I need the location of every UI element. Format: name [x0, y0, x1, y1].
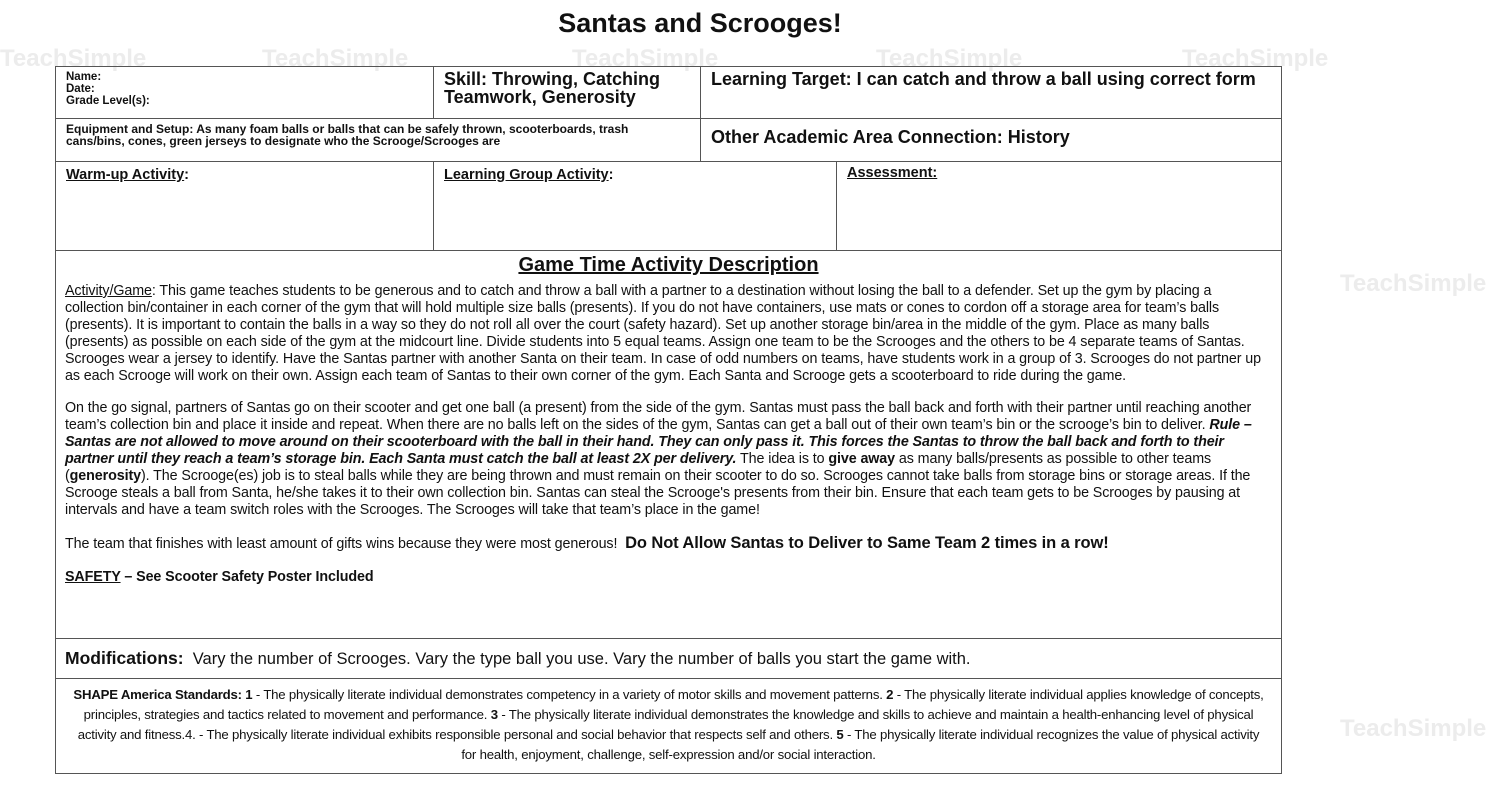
game-heading: Game Time Activity Description [518, 254, 819, 276]
standard-number: 5 [836, 727, 844, 742]
standard-number: 3 [490, 707, 498, 722]
play-text: On the go signal, partners of Santas go on their scooter and get one ball (a present) from the side of the gym. Santas must pass the ball back and forth with their partner until reaching another team’s collection bin and place it inside and repeat. When there are no balls left on the sides of the gym, Santas can get a ball out of their own team’s bin or the scrooge’s bin to deliver. [65, 400, 1252, 434]
play-paragraph [65, 400, 1272, 518]
assessment-label: Assessment: [847, 165, 938, 181]
colon: : [184, 167, 190, 183]
academic-connection-text: Other Academic Area Connection: History [711, 127, 1070, 147]
colon: : [608, 167, 614, 183]
play-text: as many balls/presents as possible to other teams ( [65, 451, 1212, 485]
watermark: TeachSimple [1340, 270, 1486, 297]
safety-line [65, 569, 1272, 586]
play-text: The idea is to [736, 451, 829, 468]
activity-text: : This game teaches students to be generous and to catch and throw a ball with a partner to a destination without losing the ball to a defender. Set up the gym by placing a collection bin/container in each corner of the gym that will hold multiple size balls (presents). If you do not have containers, use mats or cones to cordon off a storage area for team’s balls (presents). It is important to contain the balls in a way so they do not roll all over the court (safety hazard). Set up another storage bin/area in the middle of the gym. Place as many balls (presents) as possible on each side of the gym at the midcourt line. Divide students into 5 equal teams. Assign one team to be the Scrooges and the others to be 4 separate teams of Santas. Scrooges wear a jersey to identify. Have the Santas partner with another Santa on their team. In case of odd numbers on teams, have students work in a group of 3. Scrooges do not partner up as each Scrooge will work on their own. Assign each team of Santas to their own corner of the gym. Each Santa and Scrooge gets a scooterboard to ride during the game. [65, 283, 1261, 384]
rule-text: Rule – Santas are not allowed to move around on their scooterboard with the ball in their hand. They can only pass it. This forces the Santas to throw the ball back and forth to their partner until they reach a team’s storage bin. Each Santa must catch the ball at least 2X per delivery. [65, 417, 1252, 468]
winner-paragraph [65, 535, 1272, 553]
warmup-cell [55, 161, 434, 251]
learning-target-text: Learning Target: I can catch and throw a ball using correct form [711, 69, 1256, 89]
standard-text: - The physically literate individual recognizes the value of physical activity for health, enjoyment, challenge, self-expression and/or social interaction. [461, 727, 1260, 762]
date-label: Date: [66, 83, 95, 95]
assessment-cell [836, 161, 1282, 251]
activity-label: Activity/Game [65, 283, 152, 299]
equipment-cell [55, 118, 701, 162]
skill-cell [433, 66, 701, 119]
standards-label: SHAPE America Standards: [73, 687, 246, 702]
watermark: TeachSimple [1340, 715, 1486, 742]
page-title: Santas and Scrooges! [558, 8, 842, 38]
winner-text: The team that finishes with least amount of gifts wins because they were most generous! [65, 535, 618, 552]
delivery-rule-text: Do Not Allow Santas to Deliver to Same Team 2 times in a row! [625, 533, 1109, 552]
safety-label: SAFETY [65, 568, 121, 585]
watermark: TeachSimple [262, 45, 409, 72]
watermark: TeachSimple [0, 45, 147, 72]
learning-group-cell [433, 161, 837, 251]
watermark: TeachSimple [1182, 45, 1329, 72]
activity-paragraph [65, 283, 1272, 384]
modifications-section [55, 638, 1282, 679]
learning-target-cell [700, 66, 1282, 119]
generosity-text: generosity [69, 468, 141, 485]
standard-text: - The physically literate individual demonstrates the knowledge and skills to achieve and maintain a health-enhancing level of physical activity and fitness.4. - The physically literate individual exhibits responsible personal and social behavior that respects self and others. [77, 707, 1254, 742]
standard-number: 1 [245, 687, 253, 702]
equipment-text: Equipment and Setup: As many foam balls or balls that can be safely thrown, scooterboards, trash cans/bins, cones, green jerseys to designate who the Scrooge/Scrooges are [66, 122, 629, 148]
modifications-label: Modifications: [65, 648, 184, 668]
grade-label: Grade Level(s): [66, 95, 150, 107]
modifications-text: Vary the number of Scrooges. Vary the type ball you use. Vary the number of balls you start the game with. [192, 650, 971, 668]
safety-text: – See Scooter Safety Poster Included [120, 568, 374, 585]
game-description-section [55, 250, 1282, 639]
play-text: ). The Scrooge(es) job is to steal balls while they are being thrown and must remain on their scooter to do so. Scrooges cannot take balls from storage bins or storage areas. If the Scrooge steals a ball from Santa, he/she takes it to their own collection bin. Santas can steal the Scrooge's presents from their bin. Ensure that each team gets to be Scrooges by pausing at intervals and have a team switch roles with the Scrooges. The Scrooges will take that team’s place in the game! [65, 468, 1251, 518]
watermark: TeachSimple [572, 45, 719, 72]
give-away-text: give away [828, 451, 896, 468]
standard-text: - The physically literate individual demonstrates competency in a variety of motor skills and movement patterns. [252, 687, 887, 702]
warmup-label: Warm-up Activity [66, 167, 185, 183]
watermark: TeachSimple [876, 45, 1023, 72]
student-info-cell [55, 66, 434, 119]
academic-connection-cell [700, 118, 1282, 162]
name-label: Name: [66, 71, 102, 83]
standards-section [55, 678, 1282, 774]
skill-text: Skill: Throwing, Catching Teamwork, Generosity [444, 69, 660, 107]
standard-text: - The physically literate individual applies knowledge of concepts, principles, strategies and tactics related to movement and performance. [83, 687, 1264, 722]
learning-group-label: Learning Group Activity [444, 167, 609, 183]
standard-number: 2 [886, 687, 894, 702]
